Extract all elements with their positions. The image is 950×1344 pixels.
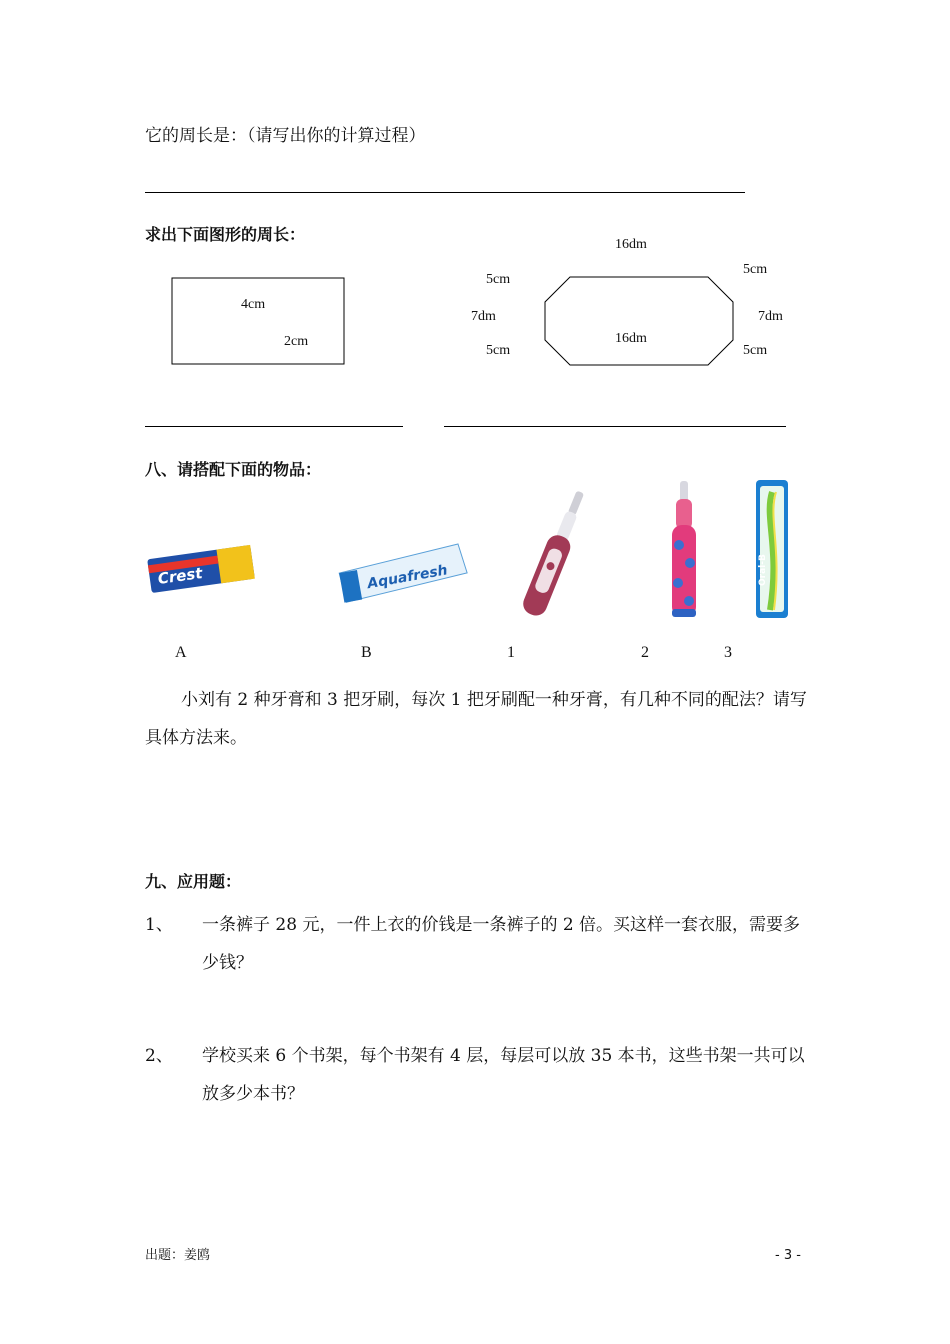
toothbrush-1-image — [525, 485, 585, 625]
answer-line — [145, 192, 745, 193]
item-label-2: 2 — [641, 644, 649, 661]
problem-2-text: 学校买来 6 个书架，每个书架有 4 层，每层可以放 35 本书，这些书架一共可以放多少本书？ — [202, 1046, 805, 1104]
crest-logo-text: Crest — [156, 563, 204, 588]
item-label-b: B — [361, 644, 372, 661]
octagon-label-upper-left: 5cm — [486, 272, 511, 287]
item-label-a: A — [175, 644, 187, 661]
answer-line-rect — [145, 426, 403, 427]
footer-page-number: - 3 - — [775, 1248, 801, 1263]
problem-2-number: 2、 — [145, 1046, 173, 1066]
item-label-3: 3 — [724, 644, 732, 661]
octagon-label-bottom: 16dm — [615, 331, 647, 346]
toothpaste-a-image — [145, 540, 257, 598]
octagon-label-upper-right: 5cm — [743, 262, 768, 277]
toothbrush-3-image — [754, 478, 790, 620]
octagon-label-lower-right: 5cm — [743, 343, 768, 358]
section-heading-perimeter: 求出下面图形的周长： — [145, 225, 306, 244]
rect-label-top: 4cm — [241, 297, 266, 312]
rectangle-figure — [171, 277, 345, 365]
aquafresh-logo-text: Aquafresh — [366, 562, 449, 593]
item-label-1: 1 — [507, 644, 515, 661]
answer-line-octagon — [444, 426, 786, 427]
section-heading-word-problems: 九、应用题： — [145, 872, 242, 891]
toothbrush-2-image — [664, 479, 704, 621]
octagon-figure — [544, 276, 734, 366]
problem-1-text: 一条裤子 28 元，一件上衣的价钱是一条裤子的 2 倍。买这样一套衣服，需要多少钱？ — [202, 915, 801, 973]
rect-label-right: 2cm — [284, 334, 309, 349]
matching-question: 小刘有 2 种牙膏和 3 把牙刷，每次 1 把牙刷配一种牙膏，有几种不同的配法？请写具体方法来。 — [145, 690, 807, 748]
toothpaste-b-image — [336, 540, 470, 604]
octagon-label-right: 7dm — [758, 309, 783, 324]
oralb-logo-text: Oral-B — [758, 554, 768, 586]
footer-author: 出题：姜鸥 — [145, 1248, 211, 1263]
octagon-label-left: 7dm — [471, 309, 496, 324]
section-heading-matching: 八、请搭配下面的物品： — [145, 460, 322, 479]
perimeter-prompt: 它的周长是：（请写出你的计算过程） — [145, 126, 426, 146]
problem-1-number: 1、 — [145, 915, 173, 935]
octagon-label-lower-left: 5cm — [486, 343, 511, 358]
octagon-label-top: 16dm — [615, 237, 647, 252]
